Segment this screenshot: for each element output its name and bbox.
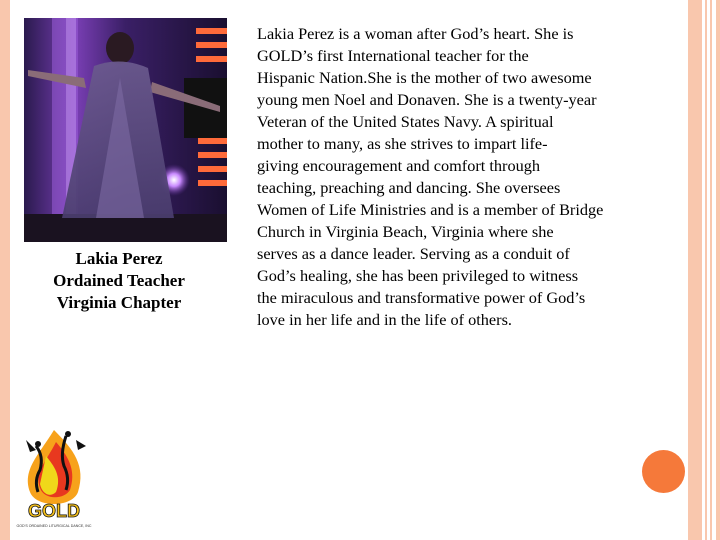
accent-dot bbox=[642, 450, 685, 493]
left-border-stripe bbox=[0, 0, 10, 540]
caption-title: Ordained Teacher bbox=[53, 271, 185, 290]
photo-caption bbox=[20, 248, 218, 314]
logo-wordmark: GOLD bbox=[28, 501, 80, 521]
dancer-photo bbox=[24, 18, 227, 242]
right-border-line bbox=[716, 0, 720, 540]
caption-name: Lakia Perez bbox=[75, 249, 163, 268]
gold-logo-image bbox=[16, 426, 92, 530]
logo-tagline: GOD'S ORDAINED LITURGICAL DANCE, INC bbox=[16, 524, 92, 528]
bio-paragraph: Lakia Perez is a woman after God’s heart. She is GOLD’s first International teacher for the Hispanic Nation.She is the mother of two awesome young men Noel and Donaven. She is a twenty-year Veteran of the United States Navy. A spiritual mother to many, as she strives to impart life- giving encouragement and comfort through teaching, preaching and dancing. She oversees Women of Life Ministries and is a member of Bridge Church in Virginia Beach, Virginia where she serves as a dance leader. Serving as a conduit of God’s healing, she has been privileged to witness the miraculous and transformative power of God’s love in her life and in the life of others. bbox=[257, 24, 604, 329]
gold-logo bbox=[16, 426, 92, 530]
right-border-line bbox=[705, 0, 707, 540]
right-border-line bbox=[710, 0, 712, 540]
caption-chapter: Virginia Chapter bbox=[56, 293, 182, 312]
dancer-photo-image bbox=[24, 18, 227, 242]
